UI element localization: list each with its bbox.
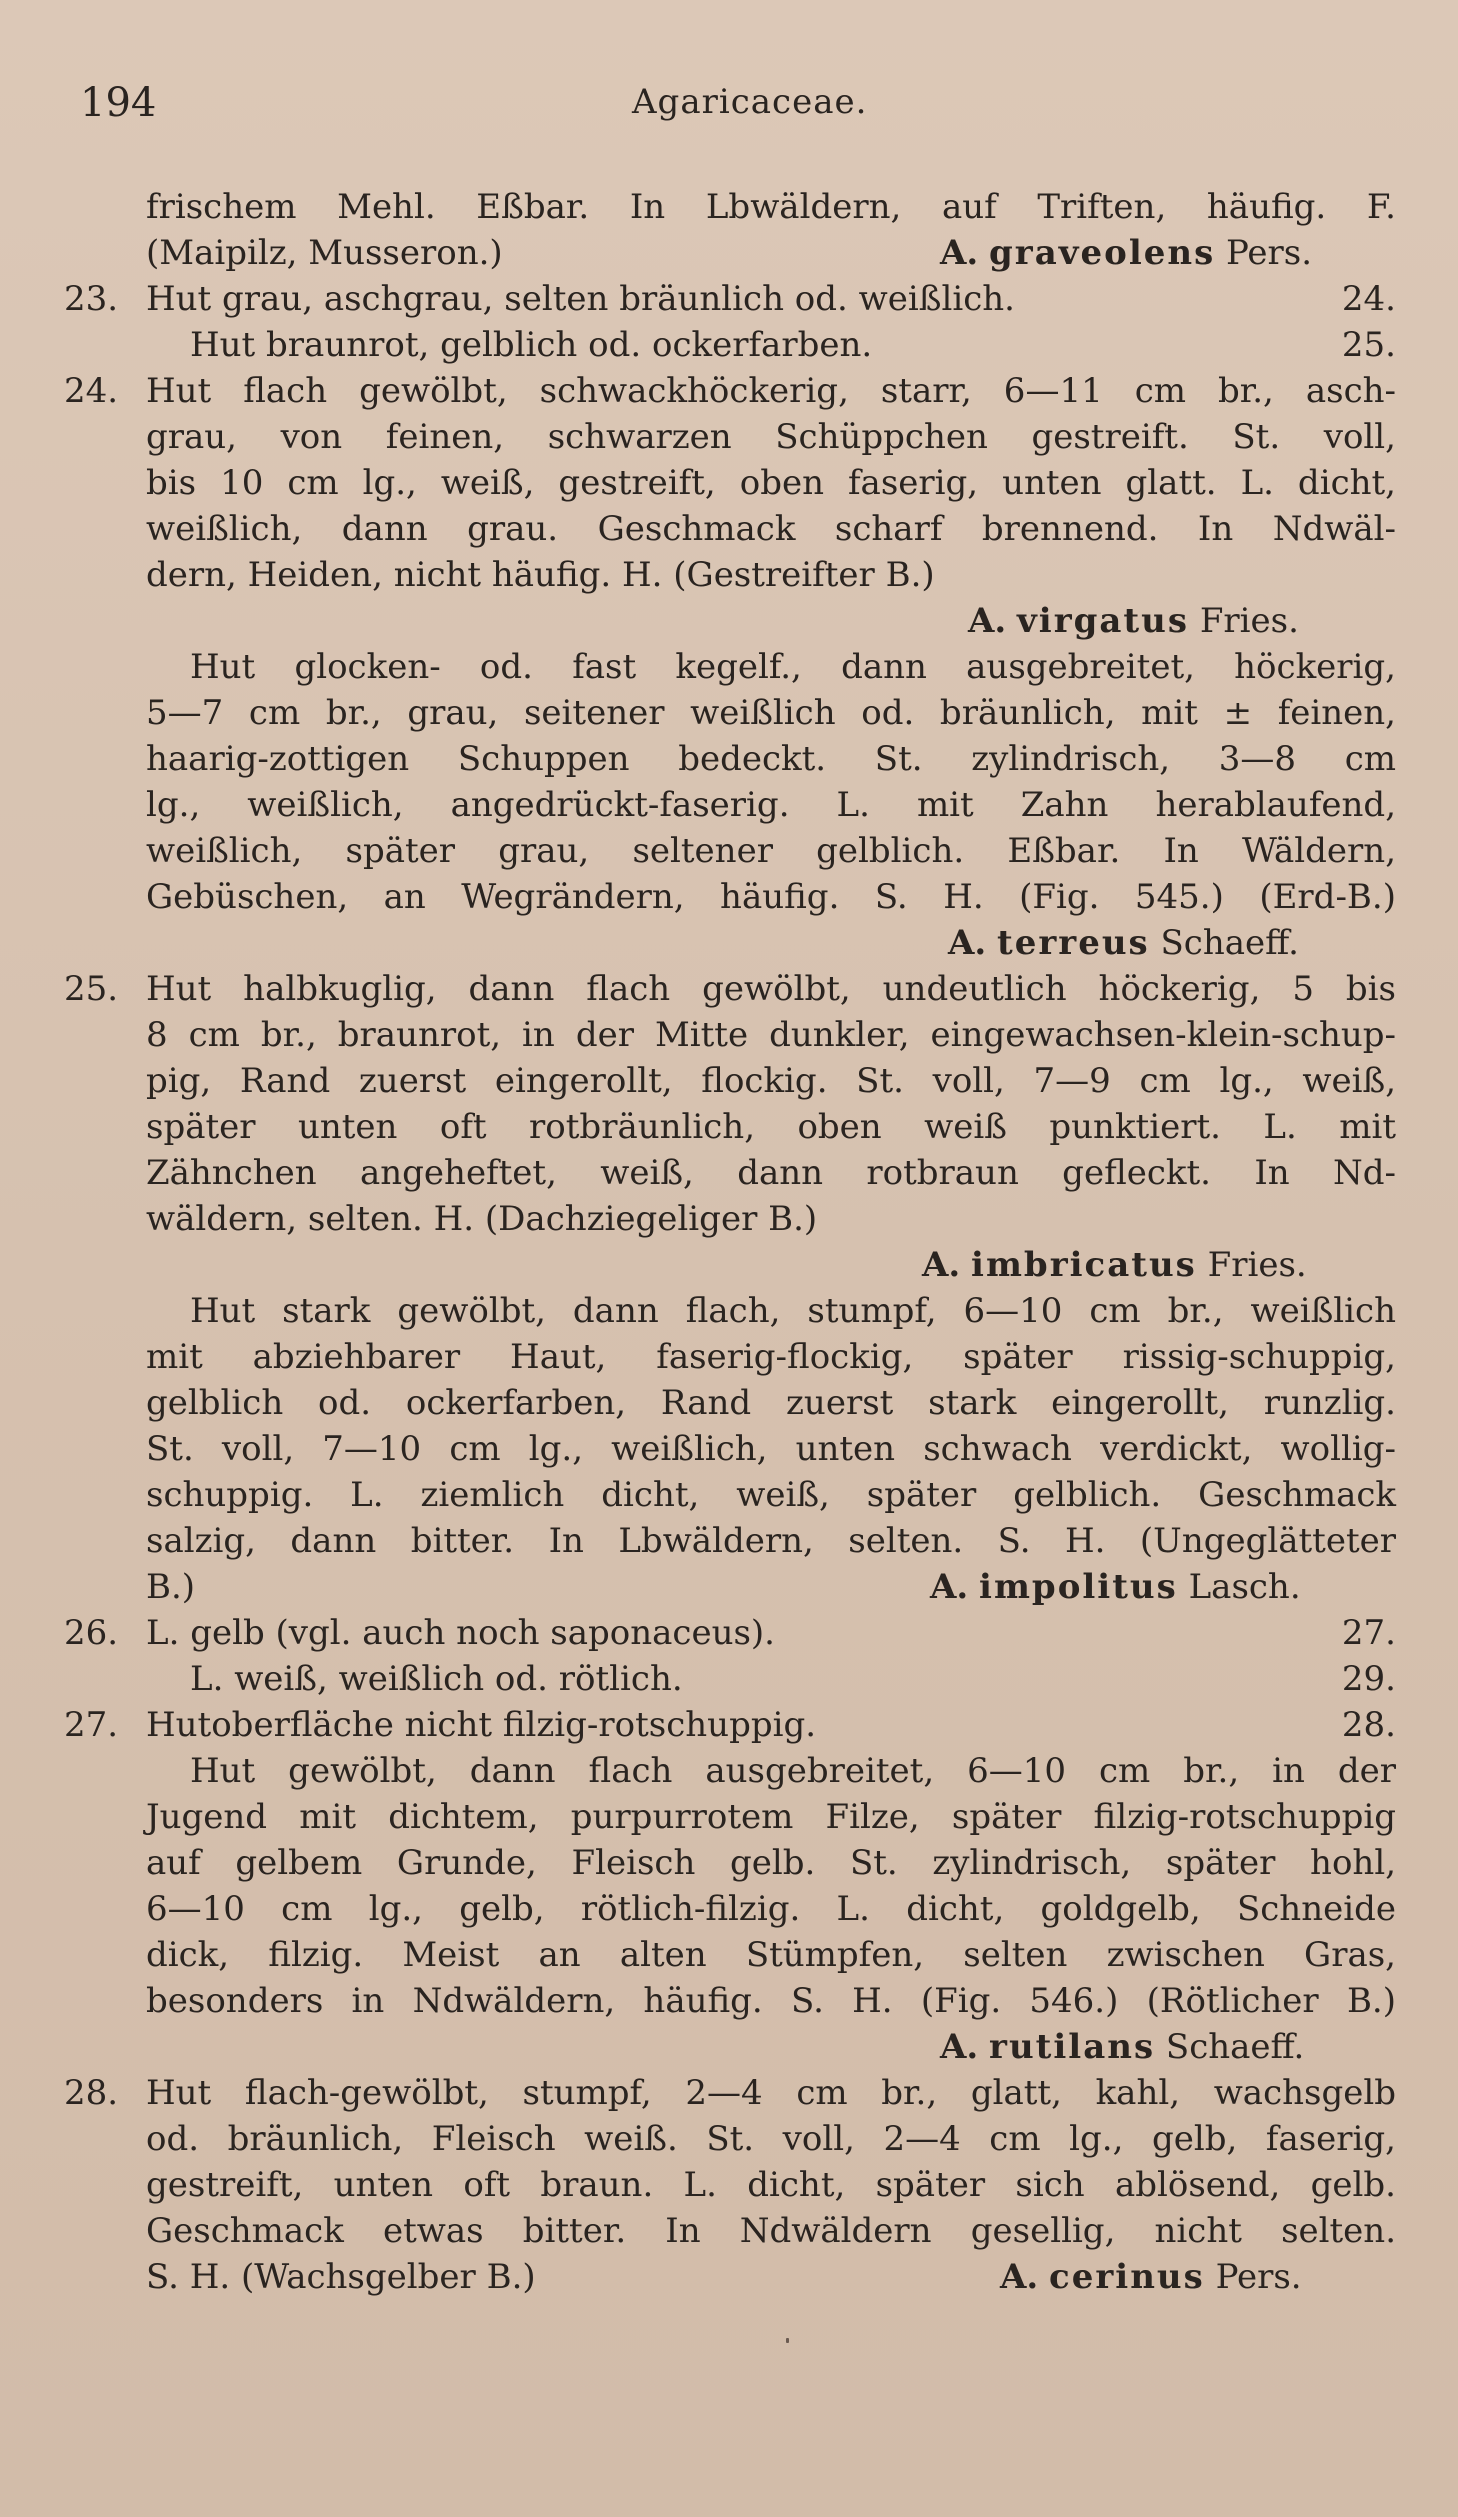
line-text: grau, von feinen, schwarzen Schüppchen gestreift. St. voll, xyxy=(146,417,1396,457)
species-genus: A. xyxy=(940,2027,979,2067)
key-number: 27. xyxy=(64,1705,119,1745)
species-genus: A. xyxy=(922,1245,961,1285)
text-line xyxy=(0,230,1458,276)
text-line xyxy=(0,1978,1458,2024)
line-text: B.) xyxy=(146,1567,196,1607)
species-genus: A. xyxy=(968,601,1007,641)
text-line xyxy=(0,920,1458,966)
species-name xyxy=(948,920,1299,966)
text-line xyxy=(0,1380,1458,1426)
text-line xyxy=(0,322,1458,368)
species-name: impolitus xyxy=(979,1567,1178,1607)
line-text: Hut grau, aschgrau, selten bräunlich od. weißlich. xyxy=(146,279,1015,319)
text-line xyxy=(0,184,1458,230)
line-text: salzig, dann bitter. In Lbwäldern, selten. S. H. (Ungeglätteter xyxy=(146,1521,1396,1561)
species-author: Lasch. xyxy=(1188,1567,1301,1607)
species-author: Schaeff. xyxy=(1160,923,1299,963)
line-text: gestreift, unten oft braun. L. dicht, später sich ablösend, gelb. xyxy=(146,2165,1396,2205)
text-line xyxy=(0,966,1458,1012)
text-line xyxy=(0,690,1458,736)
species-genus: A. xyxy=(930,1567,969,1607)
key-number: 24. xyxy=(64,371,119,411)
line-text: Hut flach-gewölbt, stumpf, 2—4 cm br., glatt, kahl, wachsgelb xyxy=(146,2073,1396,2113)
text-line xyxy=(0,1334,1458,1380)
line-text: S. H. (Wachsgelber B.) xyxy=(146,2257,536,2297)
text-line xyxy=(0,1058,1458,1104)
text-line xyxy=(0,1840,1458,1886)
species-name xyxy=(940,2024,1304,2070)
species-name xyxy=(968,598,1299,644)
text-line xyxy=(0,1426,1458,1472)
running-head: Agaricaceae. xyxy=(632,82,868,122)
text-line xyxy=(0,874,1458,920)
line-text: gelblich od. ockerfarben, Rand zuerst stark eingerollt, runzlig. xyxy=(146,1383,1396,1423)
line-text: mit abziehbarer Haut, faserig-flockig, später rissig-schuppig, xyxy=(146,1337,1396,1377)
line-text: dern, Heiden, nicht häufig. H. (Gestreifter B.) xyxy=(146,555,935,595)
species-name: terreus xyxy=(997,923,1150,963)
text-line xyxy=(0,1702,1458,1748)
text-line xyxy=(0,2070,1458,2116)
line-text: od. bräunlich, Fleisch weiß. St. voll, 2—4 cm lg., gelb, faserig, xyxy=(146,2119,1396,2159)
text-line xyxy=(0,2024,1458,2070)
text-line xyxy=(0,828,1458,874)
text-line xyxy=(0,552,1458,598)
text-line xyxy=(0,736,1458,782)
species-name: virgatus xyxy=(1017,601,1189,641)
line-text: 8 cm br., braunrot, in der Mitte dunkler, eingewachsen-klein-schup- xyxy=(146,1015,1396,1055)
species-author: Fries. xyxy=(1199,601,1299,641)
line-text: besonders in Ndwäldern, häufig. S. H. (Fig. 546.) (Rötlicher B.) xyxy=(146,1981,1396,2021)
text-line xyxy=(0,1564,1458,1610)
line-text: frischem Mehl. Eßbar. In Lbwäldern, auf Triften, häufig. F. xyxy=(146,187,1396,227)
species-genus: A. xyxy=(940,233,979,273)
line-text: Hut braunrot, gelblich od. ockerfarben. xyxy=(190,325,873,365)
text-line xyxy=(0,1932,1458,1978)
text-line xyxy=(0,1472,1458,1518)
line-text: L. weiß, weißlich od. rötlich. xyxy=(190,1659,683,1699)
line-text: St. voll, 7—10 cm lg., weißlich, unten schwach verdickt, wollig- xyxy=(146,1429,1396,1469)
line-text: L. gelb (vgl. auch noch saponaceus). xyxy=(146,1613,775,1653)
text-line xyxy=(0,1794,1458,1840)
line-text: Hut gewölbt, dann flach ausgebreitet, 6—10 cm br., in der xyxy=(190,1751,1396,1791)
text-line xyxy=(0,276,1458,322)
text-line xyxy=(0,1518,1458,1564)
species-author: Pers. xyxy=(1215,2257,1302,2297)
line-text: Geschmack etwas bitter. In Ndwäldern gesellig, nicht selten. xyxy=(146,2211,1396,2251)
text-line xyxy=(0,1104,1458,1150)
text-line xyxy=(0,644,1458,690)
line-text: wäldern, selten. H. (Dachziegeliger B.) xyxy=(146,1199,818,1239)
key-reference-number: 27. xyxy=(1341,1613,1396,1653)
species-name xyxy=(940,230,1312,276)
text-line xyxy=(0,368,1458,414)
key-reference-number: 24. xyxy=(1341,279,1396,319)
text-line xyxy=(0,1886,1458,1932)
species-author: Schaeff. xyxy=(1165,2027,1305,2067)
text-line xyxy=(0,1196,1458,1242)
line-text: dick, filzig. Meist an alten Stümpfen, selten zwischen Gras, xyxy=(146,1935,1396,1975)
text-line xyxy=(0,1242,1458,1288)
species-name: cerinus xyxy=(1049,2257,1205,2297)
line-text: Hut glocken- od. fast kegelf., dann ausgebreitet, höckerig, xyxy=(190,647,1396,687)
line-text: pig, Rand zuerst eingerollt, flockig. St. voll, 7—9 cm lg., weiß, xyxy=(146,1061,1396,1101)
key-number: 26. xyxy=(64,1613,119,1653)
text-line xyxy=(0,414,1458,460)
page-number: 194 xyxy=(80,80,157,126)
species-name: graveolens xyxy=(989,233,1216,273)
line-text: haarig-zottigen Schuppen bedeckt. St. zylindrisch, 3—8 cm xyxy=(146,739,1396,779)
line-text: Gebüschen, an Wegrändern, häufig. S. H. (Fig. 545.) (Erd-B.) xyxy=(146,877,1396,917)
text-line xyxy=(0,1610,1458,1656)
line-text: 6—10 cm lg., gelb, rötlich-filzig. L. dicht, goldgelb, Schneide xyxy=(146,1889,1396,1929)
line-text: lg., weißlich, angedrückt-faserig. L. mit Zahn herablaufend, xyxy=(146,785,1396,825)
text-line xyxy=(0,782,1458,828)
line-text: auf gelbem Grunde, Fleisch gelb. St. zylindrisch, später hohl, xyxy=(146,1843,1396,1883)
line-text: weißlich, dann grau. Geschmack scharf brennend. In Ndwäl- xyxy=(146,509,1396,549)
species-name: imbricatus xyxy=(971,1245,1197,1285)
species-name: rutilans xyxy=(989,2027,1156,2067)
line-text: Hut stark gewölbt, dann flach, stumpf, 6—10 cm br., weißlich xyxy=(190,1291,1396,1331)
key-reference-number: 28. xyxy=(1341,1705,1396,1745)
key-reference-number: 29. xyxy=(1341,1659,1396,1699)
line-text: 5—7 cm br., grau, seitener weißlich od. bräunlich, mit ± feinen, xyxy=(146,693,1396,733)
text-line xyxy=(0,2116,1458,2162)
text-line xyxy=(0,1656,1458,1702)
key-number: 25. xyxy=(64,969,119,1009)
line-text: bis 10 cm lg., weiß, gestreift, oben faserig, unten glatt. L. dicht, xyxy=(146,463,1396,503)
text-line xyxy=(0,460,1458,506)
line-text: Jugend mit dichtem, purpurrotem Filze, später filzig-rotschuppig xyxy=(146,1797,1396,1837)
text-line xyxy=(0,1288,1458,1334)
species-name xyxy=(1000,2254,1302,2300)
text-line xyxy=(0,2208,1458,2254)
line-text: Hut halbkuglig, dann flach gewölbt, undeutlich höckerig, 5 bis xyxy=(146,969,1396,1009)
key-number: 28. xyxy=(64,2073,119,2113)
species-author: Pers. xyxy=(1226,233,1313,273)
line-text: Hutoberfläche nicht filzig-rotschuppig. xyxy=(146,1705,817,1745)
paper-speck xyxy=(786,2338,789,2343)
text-line xyxy=(0,506,1458,552)
species-genus: A. xyxy=(1000,2257,1039,2297)
text-line xyxy=(0,1748,1458,1794)
species-name xyxy=(922,1242,1307,1288)
species-genus: A. xyxy=(948,923,987,963)
key-reference-number: 25. xyxy=(1341,325,1396,365)
species-author: Fries. xyxy=(1207,1245,1307,1285)
line-text: weißlich, später grau, seltener gelblich. Eßbar. In Wäldern, xyxy=(146,831,1396,871)
text-line xyxy=(0,1150,1458,1196)
text-line xyxy=(0,598,1458,644)
text-line xyxy=(0,2162,1458,2208)
line-text: schuppig. L. ziemlich dicht, weiß, später gelblich. Geschmack xyxy=(146,1475,1396,1515)
text-line xyxy=(0,1012,1458,1058)
line-text: Hut flach gewölbt, schwackhöckerig, starr, 6—11 cm br., asch- xyxy=(146,371,1396,411)
key-number: 23. xyxy=(64,279,119,319)
line-text: Zähnchen angeheftet, weiß, dann rotbraun gefleckt. In Nd- xyxy=(146,1153,1396,1193)
line-text: später unten oft rotbräunlich, oben weiß punktiert. L. mit xyxy=(146,1107,1396,1147)
text-line xyxy=(0,2254,1458,2300)
species-name xyxy=(930,1564,1301,1610)
line-text: (Maipilz, Musseron.) xyxy=(146,233,503,273)
